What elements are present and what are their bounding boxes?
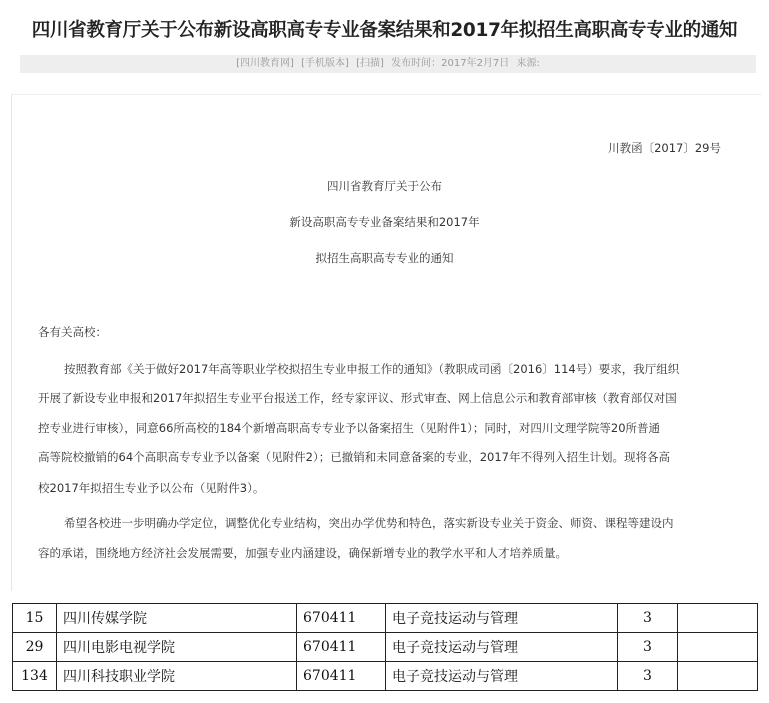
table-row <box>13 633 758 662</box>
article-meta <box>20 55 756 73</box>
salutation: 各有关高校： <box>38 325 107 339</box>
cell-note <box>678 604 758 633</box>
table-row <box>13 604 758 633</box>
cell-code: 670411 <box>297 604 386 633</box>
cell-code: 670411 <box>297 662 386 691</box>
cell-no: 15 <box>13 604 57 633</box>
cell-school: 四川科技职业学院 <box>57 662 297 691</box>
cell-years: 3 <box>618 604 678 633</box>
cell-major: 电子竞技运动与管理 <box>386 662 618 691</box>
cell-major: 电子竞技运动与管理 <box>386 604 618 633</box>
cell-code: 670411 <box>297 633 386 662</box>
site-link[interactable]: [四川教育网] <box>236 58 294 69</box>
cell-school: 四川电影电视学院 <box>57 633 297 662</box>
paragraph-line: 控专业进行审核），同意66所高校的184个新增高职高专专业予以备案招生（见附件1）；同时，对四川文理学院等20所普通 <box>38 421 661 435</box>
cell-note <box>678 662 758 691</box>
cell-no: 29 <box>13 633 57 662</box>
paragraph-line: 开展了新设专业申报和2017年拟招生专业平台报送工作，经专家评议、形式审查、网上信息公示和教育部审核（教育部仅对国 <box>38 391 677 405</box>
doc-heading-line: 新设高职高专专业备案结果和2017年 <box>289 215 480 229</box>
cell-no: 134 <box>13 662 57 691</box>
mobile-version-link[interactable]: [手机版本] <box>301 58 349 69</box>
doc-heading-line: 四川省教育厅关于公布 <box>327 179 442 193</box>
cell-years: 3 <box>618 662 678 691</box>
cell-major: 电子竞技运动与管理 <box>386 633 618 662</box>
source: 来源: <box>516 58 540 69</box>
paragraph-line: 按照教育部《关于做好2017年高等职业学校拟招生专业申报工作的通知》（教职成司函〔2016〕114号）要求，我厅组织 <box>64 362 680 376</box>
table-row <box>13 662 758 691</box>
paragraph-line: 校2017年拟招生专业予以公布（见附件3）。 <box>38 481 265 495</box>
paragraph-line: 容的承诺，围绕地方经济社会发展需要，加强专业内涵建设，确保新增专业的教学水平和人才培养质量。 <box>38 546 567 560</box>
cell-years: 3 <box>618 633 678 662</box>
scan-link[interactable]: [扫描] <box>356 58 384 69</box>
cell-school: 四川传媒学院 <box>57 604 297 633</box>
doc-heading-line: 拟招生高职高专专业的通知 <box>315 251 454 265</box>
cell-note <box>678 633 758 662</box>
publish-date: 发布时间：2017年2月7日 <box>391 58 510 69</box>
paragraph-line: 希望各校进一步明确办学定位，调整优化专业结构，突出办学优势和特色，落实新设专业关于资金、师资、课程等建设内 <box>64 516 674 530</box>
program-table <box>12 603 758 691</box>
paragraph-line: 高等院校撤销的64个高职高专专业予以备案（见附件2）；已撤销和未同意备案的专业，2017年不得列入招生计划。现将各高 <box>38 450 670 464</box>
article-title: 四川省教育厅关于公布新设高职高专专业备案结果和2017年拟招生高职高专专业的通知 <box>31 20 738 41</box>
document-number: 川教函〔2017〕29号 <box>608 141 721 155</box>
